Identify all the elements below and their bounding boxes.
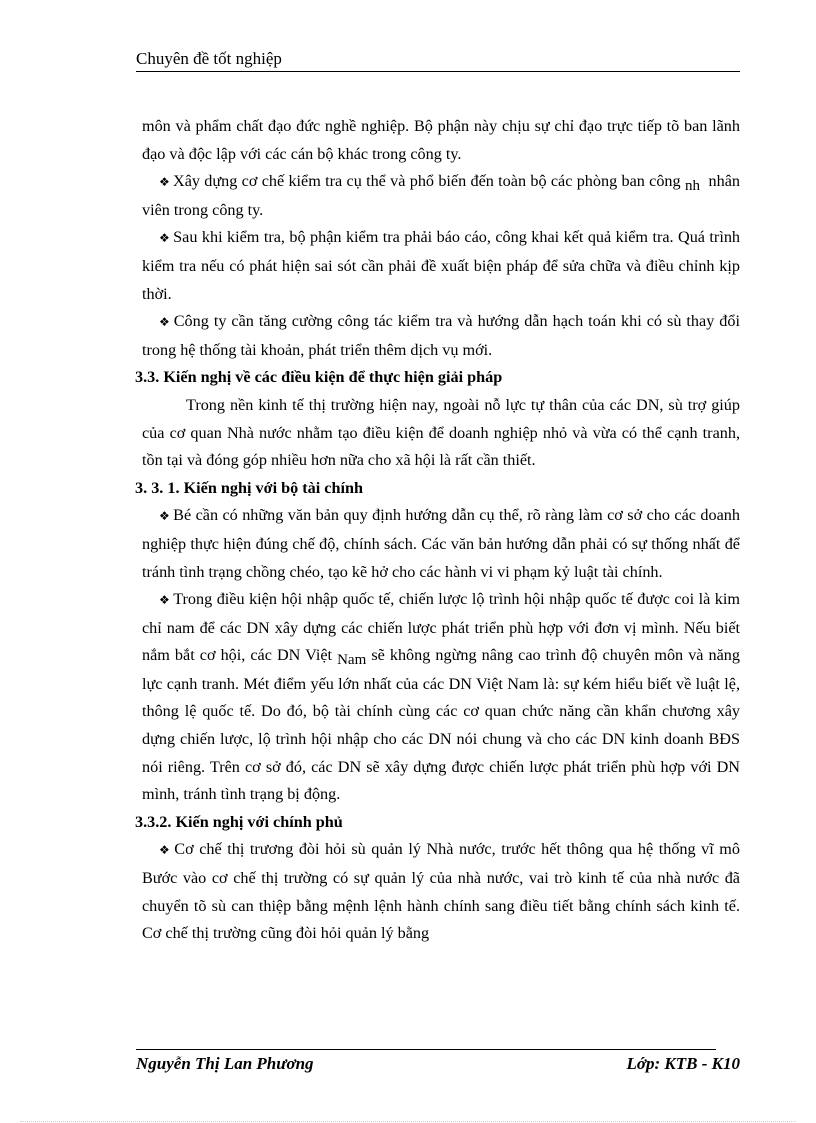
diamond-bullet-icon: ❖: [159, 843, 172, 858]
subscript-fragment: Nam: [337, 652, 367, 669]
page-header: [136, 48, 740, 72]
paragraph: Trong nền kinh tế thị trường hiện nay, ngoài nỗ lực tự thân của các DN, sù trợ giúp của cơ quan Nhà nước nhằm tạo điều kiện để doanh nghiệp nhỏ và vừa có thể cạnh tranh, tồn tại và đóng góp nhiều hơn nữa cho xã hội là rất cần thiết.: [142, 395, 740, 470]
diamond-bullet-icon: ❖: [159, 175, 171, 190]
diamond-bullet-icon: ❖: [159, 509, 171, 524]
subsection-heading: 3.3.2. Kiến nghị với chính phủ: [135, 812, 343, 831]
footer-rule: [136, 1049, 716, 1050]
bullet-paragraph: ❖ Công ty cần tăng cường công tác kiểm tra và hướng dẫn hạch toán khi có sù thay đổi trong hệ thống tài khoản, phát triển thêm dịch vụ mới.: [142, 312, 740, 359]
bullet-paragraph: ❖ Cơ chế thị trương đòi hỏi sù quản lý Nhà nước, trước hết thông qua hệ thống vĩ mô Bước vào cơ chế thị trường có sự quản lý của nhà nước, vai trò kinh tế của nhà nước đã chuyển tõ sù can thiệp bằng mệnh lệnh hành chính sang điều tiết bằng chính sách kinh tế. Cơ chế thị trường cũng đòi hỏi quản lý bằng: [142, 840, 740, 943]
page-edge-divider: [20, 1121, 796, 1122]
bullet-paragraph: ❖ Bé cần có những văn bản quy định hướng dẫn cụ thể, rõ ràng làm cơ sở cho các doanh nghiệp thực hiện đúng chế độ, chính sách. Các văn bản hướng dẫn phải có sự thống nhất để tránh tình trạng chồng chéo, tạo kẽ hở cho các hành vi vi phạm kỷ luật tài chính.: [142, 506, 740, 581]
diamond-bullet-icon: ❖: [159, 231, 171, 246]
body-text: [135, 113, 741, 948]
diamond-bullet-icon: ❖: [159, 593, 171, 608]
bullet-paragraph: ❖ Trong điều kiện hội nhập quốc tế, chiến lược lộ trình hội nhập quốc tế được coi là kim chỉ nam để các DN xây dựng các chiến lược phát triển phù hợp với đơn vị mình. Nếu biết nắm bắt cơ hội, các DN Việt Nam sẽ không ngừng nâng cao trình độ chuyên môn và năng lực cạnh tranh. Mét điểm yếu lớn nhất của các DN Việt Nam là: sự kém hiểu biết về luật lệ, thông lệ quốc tế. Do đó, bộ tài chính cùng các cơ quan chức năng cần khẩn chương xây dựng chiến lược, lộ trình hội nhập cho các DN nói chung và cho các DN kinh doanh BĐS nói riêng. Trên cơ sở đó, các DN sẽ xây dựng được chiến lược phát triển phù hợp với DN mình, tránh tình trạng bị động.: [142, 590, 740, 804]
footer-author: Nguyễn Thị Lan Phương: [136, 1054, 314, 1073]
header-title: Chuyên đề tốt nghiệp: [136, 49, 282, 68]
bullet-paragraph: ❖ Xây dựng cơ chế kiểm tra cụ thể và phổ biến đến toàn bộ các phòng ban công nh nhân viên trong công ty.: [142, 172, 741, 219]
diamond-bullet-icon: ❖: [159, 315, 171, 330]
subscript-fragment: nh: [684, 178, 700, 195]
bullet-paragraph: ❖ Sau khi kiểm tra, bộ phận kiểm tra phải báo cáo, công khai kết quả kiểm tra. Quá trình kiểm tra nếu có phát hiện sai sót cần phải đề xuất biện pháp để sửa chữa và điều chỉnh kịp thời.: [142, 228, 741, 303]
paragraph: môn và phẩm chất đạo đức nghề nghiệp. Bộ phận này chịu sự chỉ đạo trực tiếp tõ ban lãnh đạo và độc lập với các cán bộ khác trong công ty.: [142, 117, 740, 163]
section-heading: 3.3. Kiến nghị về các điều kiện để thực hiện giải pháp: [135, 368, 503, 387]
footer-class: Lớp: KTB - K10: [626, 1054, 740, 1073]
subsection-heading: 3. 3. 1. Kiến nghị với bộ tài chính: [135, 478, 363, 497]
